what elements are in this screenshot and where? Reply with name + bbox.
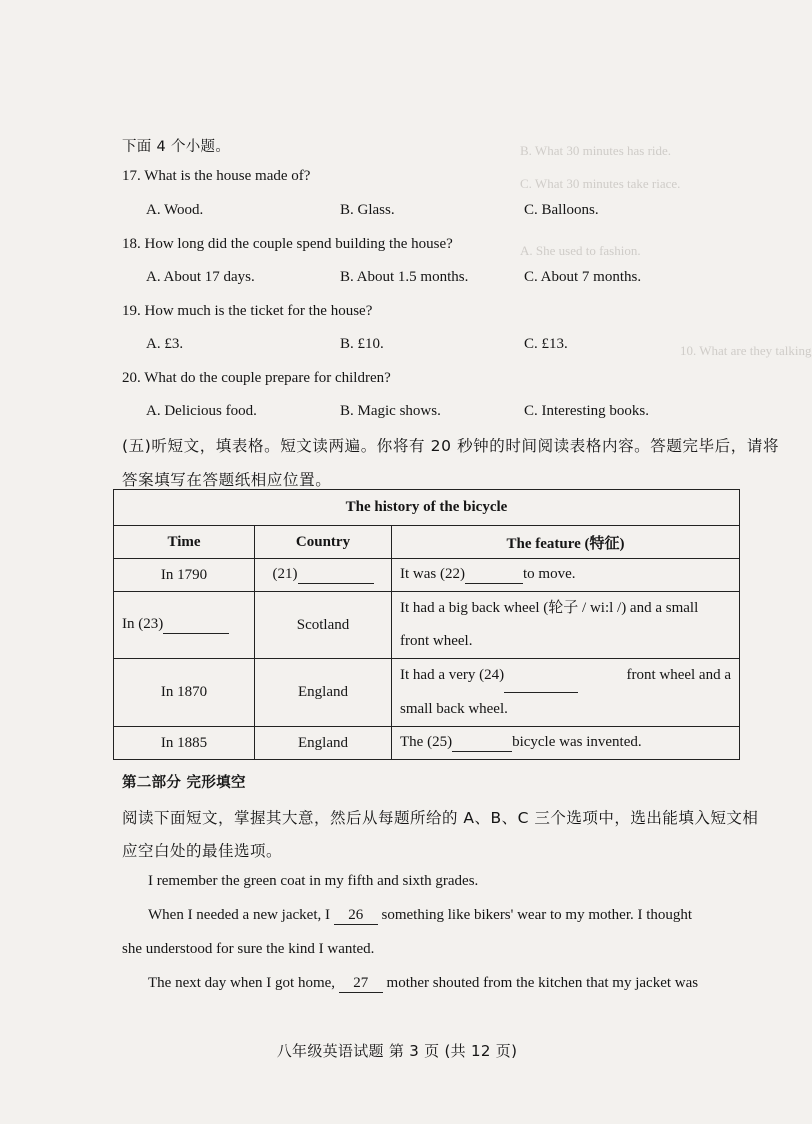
bicycle-history-table xyxy=(113,489,740,760)
column-header-feature: The feature (特征) xyxy=(392,526,740,559)
row1-feature xyxy=(392,559,740,592)
q17-option-c: C. Balloons. xyxy=(524,202,599,218)
row1-feature-part2: to move. xyxy=(522,566,576,582)
section5-instruction-line2: 答案填写在答题纸相应位置。 xyxy=(122,471,332,489)
passage-p2-part1: When I needed a new jacket, I xyxy=(148,907,330,923)
bleed-through-text: A. She used to fashion. xyxy=(520,243,641,258)
blank-24[interactable] xyxy=(504,659,578,693)
q19-option-a: A. £3. xyxy=(146,336,184,352)
passage-p3-part1: The next day when I got home, xyxy=(148,975,336,991)
row1-time: In 1790 xyxy=(114,559,255,592)
row2-country: Scotland xyxy=(255,592,392,659)
row3-feature-line2: small back wheel. xyxy=(400,701,508,717)
q20-option-c: C. Interesting books. xyxy=(524,403,649,419)
blank-25[interactable] xyxy=(452,734,512,752)
bleed-through-text: 10. What are they talking xyxy=(680,343,812,358)
table-row xyxy=(114,559,740,592)
row4-feature xyxy=(392,727,740,760)
q19-option-c: C. £13. xyxy=(524,336,568,352)
intro-line: 下面 4 个小题。 xyxy=(122,139,231,155)
row2-feature-line1: It had a big back wheel (轮子 / wi:l /) and a small xyxy=(400,600,699,616)
q18-option-c: C. About 7 months. xyxy=(524,269,642,285)
question-17-stem: 17. What is the house made of? xyxy=(122,168,311,184)
blank-21-label: (21) xyxy=(272,566,298,582)
question-18-stem: 18. How long did the couple spend building the house? xyxy=(122,236,453,252)
part2-instruction-line1: 阅读下面短文，掌握其大意，然后从每题所给的 A、B、C 三个选项中，选出能填入短文相 xyxy=(122,809,759,827)
row4-feature-part2: bicycle was invented. xyxy=(512,734,642,750)
blank-26[interactable]: 26 xyxy=(334,907,378,925)
question-19-stem: 19. How much is the ticket for the house? xyxy=(122,303,373,319)
part2-instruction-line2: 应空白处的最佳选项。 xyxy=(122,842,283,860)
bleed-through-text: C. What 30 minutes take riace. xyxy=(520,176,681,191)
table-row xyxy=(114,592,740,659)
row4-time: In 1885 xyxy=(114,727,255,760)
column-header-country: Country xyxy=(255,526,392,559)
passage-paragraph-2-line2: she understood for sure the kind I wanted. xyxy=(122,941,375,957)
q17-option-a: A. Wood. xyxy=(146,202,204,218)
part2-heading: 第二部分 完形填空 xyxy=(122,775,246,791)
passage-paragraph-1: I remember the green coat in my fifth and sixth grades. xyxy=(148,873,479,889)
row3-feature-part1: It had a very (24) xyxy=(400,667,505,683)
q17-option-b: B. Glass. xyxy=(340,202,395,218)
row3-feature-part2: front wheel and a xyxy=(626,667,731,683)
passage-paragraph-2-line1 xyxy=(148,907,692,925)
row1-country xyxy=(255,559,392,592)
passage-p3-part2: mother shouted from the kitchen that my jacket was xyxy=(386,975,699,991)
table-title: The history of the bicycle xyxy=(114,490,740,526)
blank-23[interactable] xyxy=(163,616,229,634)
row3-time: In 1870 xyxy=(114,659,255,727)
question-20-stem: 20. What do the couple prepare for children? xyxy=(122,370,391,386)
bleed-through-text: B. What 30 minutes has ride. xyxy=(520,143,672,158)
row1-feature-part1: It was (22) xyxy=(400,566,465,582)
blank-23-label: In (23) xyxy=(122,616,164,632)
passage-paragraph-3-line1 xyxy=(148,975,698,993)
blank-21[interactable] xyxy=(298,566,374,584)
q20-option-a: A. Delicious food. xyxy=(146,403,257,419)
table-row xyxy=(114,727,740,760)
row2-time xyxy=(114,592,255,659)
row4-country: England xyxy=(255,727,392,760)
row4-feature-part1: The (25) xyxy=(400,734,453,750)
page-footer: 八年级英语试题 第 3 页 (共 12 页) xyxy=(276,1042,518,1060)
row3-feature xyxy=(392,659,740,727)
passage-p2-part2: something like bikers' wear to my mother. I thought xyxy=(381,907,693,923)
section5-instruction-line1: (五)听短文，填表格。短文读两遍。你将有 20 秒钟的时间阅读表格内容。答题完毕后，请将 xyxy=(122,437,780,455)
row2-feature xyxy=(392,592,740,659)
row3-country: England xyxy=(255,659,392,727)
column-header-time: Time xyxy=(114,526,255,559)
q18-option-a: A. About 17 days. xyxy=(146,269,255,285)
row2-feature-line2: front wheel. xyxy=(400,633,473,649)
q19-option-b: B. £10. xyxy=(340,336,384,352)
table-row xyxy=(114,659,740,727)
blank-27[interactable]: 27 xyxy=(339,975,383,993)
blank-22[interactable] xyxy=(465,566,523,584)
q20-option-b: B. Magic shows. xyxy=(340,403,441,419)
q18-option-b: B. About 1.5 months. xyxy=(340,269,469,285)
